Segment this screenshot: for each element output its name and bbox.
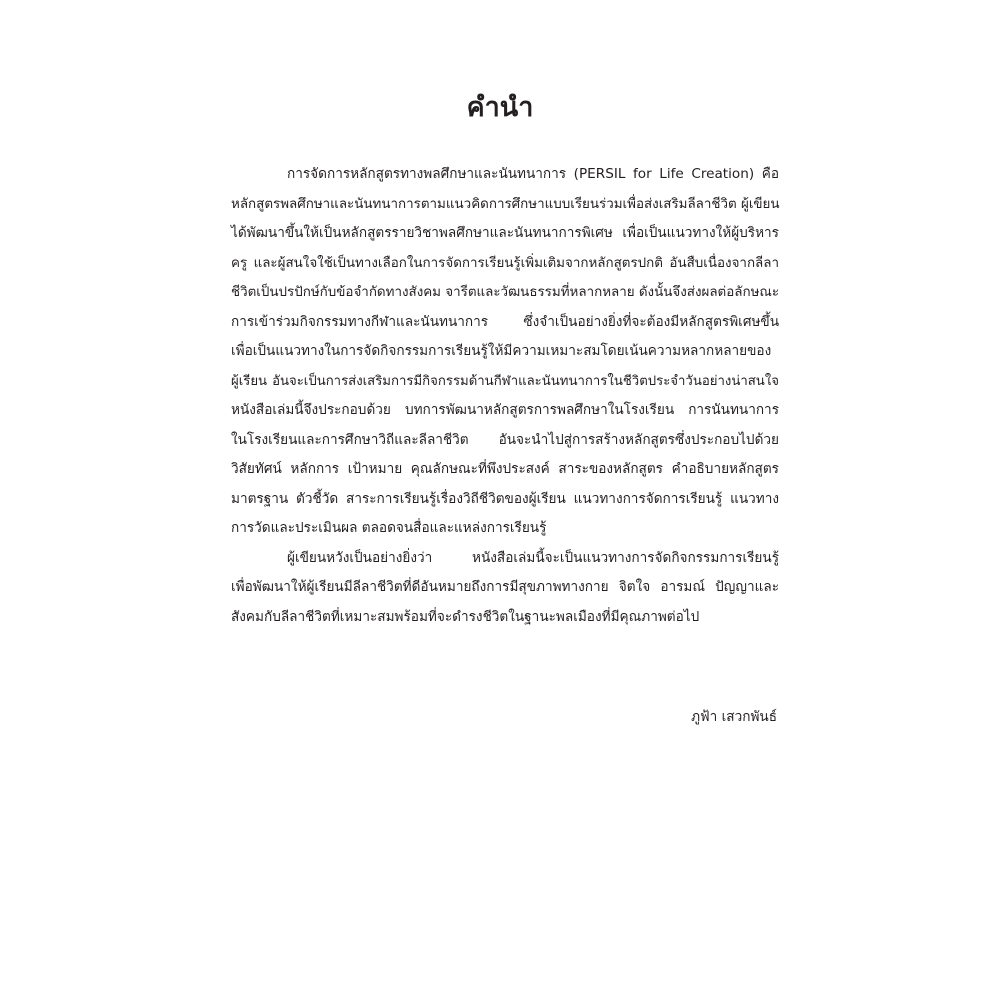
paragraph-1-line-11: วิสัยทัศน์ หลักการ เป้าหมาย คุณลักษณะที่พึงประสงค์ สาระของหลักสูตร คำอธิบายหลักสูตร bbox=[231, 461, 779, 477]
paragraph-1-line-13: การวัดและประเมินผล ตลอดจนสื่อและแหล่งการเรียนรู้ bbox=[231, 520, 547, 536]
paragraph-2-line-1: ผู้เขียนหวังเป็นอย่างยิ่งว่า หนังสือเล่มนี้จะเป็นแนวทางการจัดกิจกรรมการเรียนรู้ bbox=[287, 549, 779, 566]
paragraph-1-line-1: การจัดการหลักสูตรทางพลศึกษาและนันทนาการ (PERSIL for Life Creation) คือ bbox=[287, 166, 779, 182]
paragraph-1-line-3: ได้พัฒนาขึ้นให้เป็นหลักสูตรรายวิชาพลศึกษาและนันทนาการพิเศษ เพื่อเป็นแนวทางให้ผู้บริหาร bbox=[231, 225, 779, 241]
author-signature: ภูฟ้า เสวกพันธ์ bbox=[691, 709, 777, 725]
paragraph-1-line-5: ชีวิตเป็นปรปักษ์กับข้อจำกัดทางสังคม จารีตและวัฒนธรรมที่หลากหลาย ดังนั้นจึงส่งผลต่อลักษณะ bbox=[231, 285, 780, 300]
paragraph-1-line-10: ในโรงเรียนและการศึกษาวิถีและลีลาชีวิต อันจะนำไปสู่การสร้างหลักสูตรซึ่งประกอบไปด้วย bbox=[231, 431, 779, 448]
paragraph-1-line-2: หลักสูตรพลศึกษาและนันทนาการตามแนวคิดการศึกษาแบบเรียนร่วมเพื่อส่งเสริมลีลาชีวิต ผู้เขียน bbox=[231, 196, 780, 212]
paragraph-1-line-9: หนังสือเล่มนี้จึงประกอบด้วย บทการพัฒนาหลักสูตรการพลศึกษาในโรงเรียน การนันทนาการ bbox=[231, 402, 779, 418]
paragraph-2-line-2: เพื่อพัฒนาให้ผู้เรียนมีลีลาชีวิตที่ดีอันหมายถึงการมีสุขภาพทางกาย จิตใจ อารมณ์ ปัญญาและ bbox=[231, 579, 779, 595]
page-title: คำนำ bbox=[466, 92, 534, 123]
preface-body bbox=[231, 160, 779, 632]
paragraph-1-line-12: มาตรฐาน ตัวชี้วัด สาระการเรียนรู้เรื่องวิถีชีวิตของผู้เรียน แนวทางการจัดการเรียนรู้ แนวทาง bbox=[231, 490, 779, 507]
paragraph-1-line-6: การเข้าร่วมกิจกรรมทางกีฬาและนันทนาการ ซึ่งจำเป็นอย่างยิ่งที่จะต้องมีหลักสูตรพิเศษขึ้น bbox=[231, 313, 779, 330]
paragraph-1-line-4: ครู และผู้สนใจใช้เป็นทางเลือกในการจัดการเรียนรู้เพิ่มเติมจากหลักสูตรปกติ อันสืบเนื่องจากลีลา bbox=[231, 255, 779, 271]
paragraph-2-line-3: สังคมกับลีลาชีวิตที่เหมาะสมพร้อมที่จะดำรงชีวิตในฐานะพลเมืองที่มีคุณภาพต่อไป bbox=[231, 608, 700, 625]
paragraph-1-line-7: เพื่อเป็นแนวทางในการจัดกิจกรรมการเรียนรู้ให้มีความเหมาะสมโดยเน้นความหลากหลายของ bbox=[231, 343, 772, 359]
paragraph-1-line-8: ผู้เรียน อันจะเป็นการส่งเสริมการมีกิจกรรมด้านกีฬาและนันทนาการในชีวิตประจำวันอย่างน่าสนใจ bbox=[231, 373, 779, 389]
